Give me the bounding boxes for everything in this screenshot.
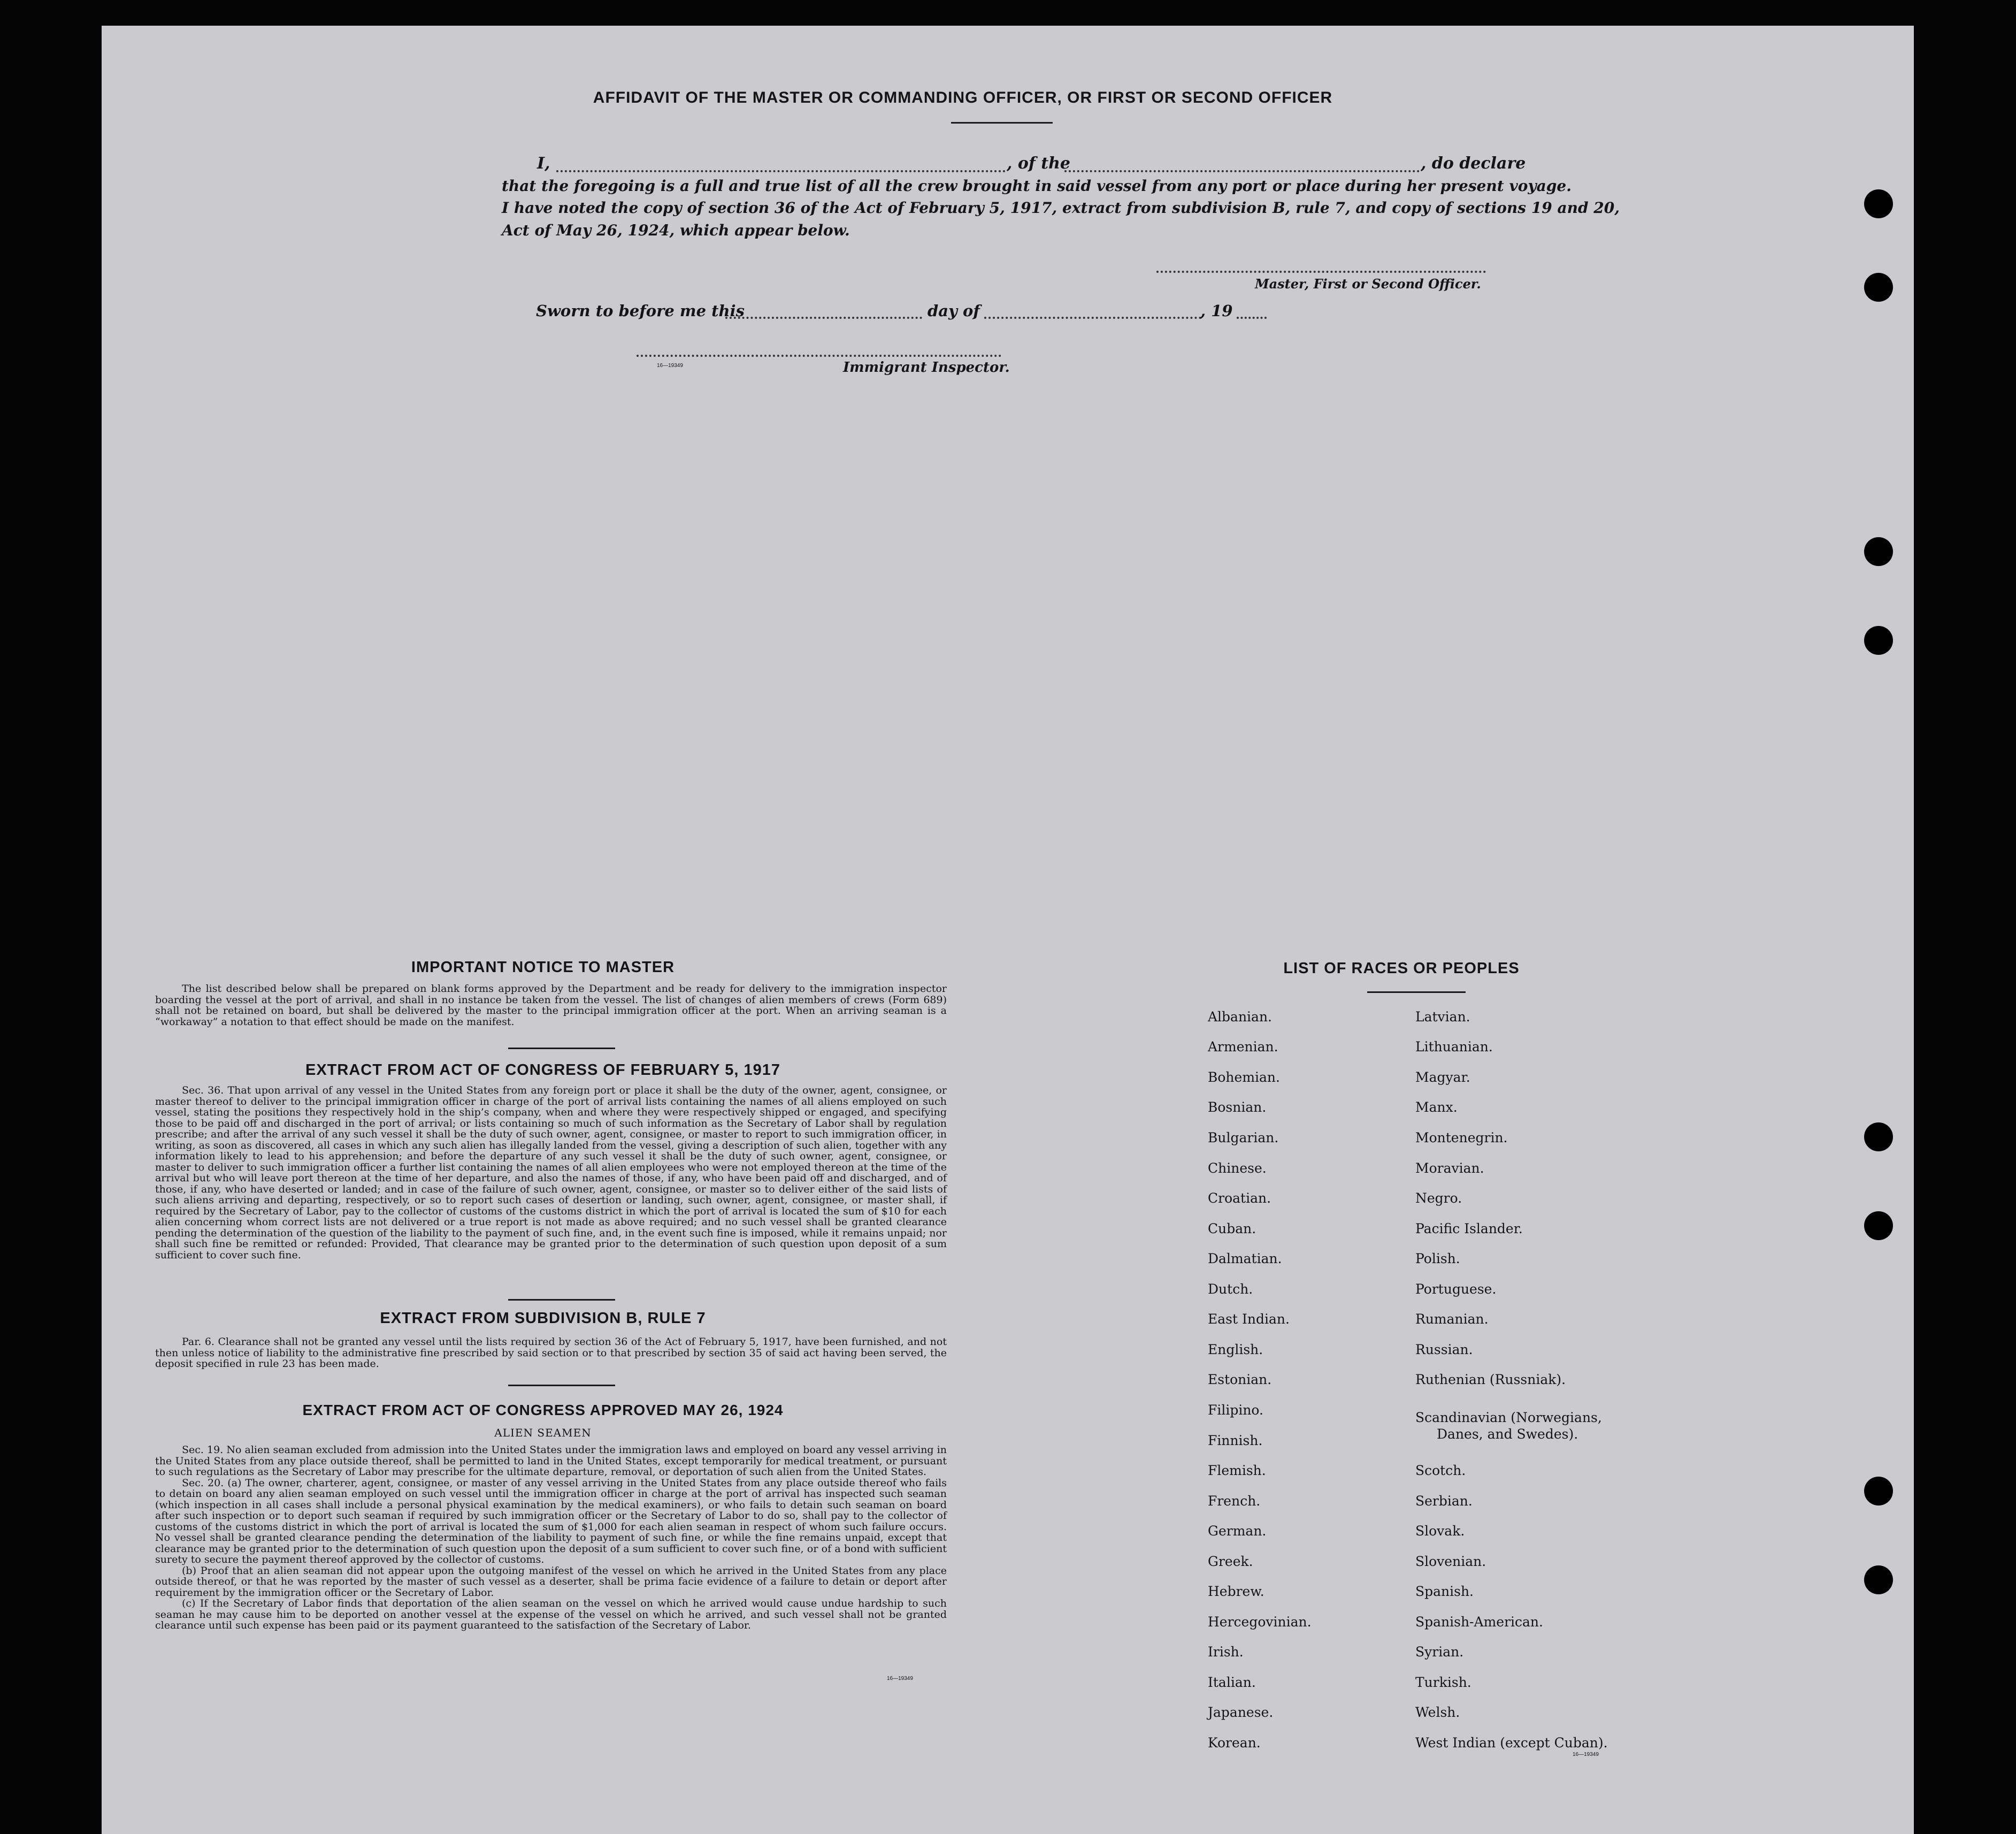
extract-1917-body: [155, 1085, 947, 1260]
race-item: Croatian.: [1208, 1190, 1271, 1206]
race-item: Irish.: [1208, 1644, 1244, 1660]
race-item: Magyar.: [1415, 1069, 1470, 1085]
race-item: Russian.: [1415, 1342, 1473, 1357]
sworn-year-field[interactable]: [1237, 317, 1267, 319]
race-item: East Indian.: [1208, 1311, 1290, 1327]
punch-hole: [1864, 537, 1893, 566]
affidavit-title: AFFIDAVIT OF THE MASTER OR COMMANDING OFFICER, OR FIRST OR SECOND OFFICER: [593, 89, 1333, 106]
races-title: LIST OF RACES OR PEOPLES: [1283, 960, 1520, 977]
extract-1924-body: [155, 1445, 947, 1631]
section-19-paragraph: Sec. 19. No alien seaman excluded from admission into the United States under the immigration laws and employed on board any vessel arriving in the United States from any place outside thereof, shall be permitted to land in the United States, except temporarily for medical treatment, or pursuant to such regulations as the Secretary of Labor may prescribe for the ultimate departure, removal, or deportation of such alien from the United States.: [155, 1444, 947, 1478]
extract-1917-title: EXTRACT FROM ACT OF CONGRESS OF FEBRUARY 5, 1917: [305, 1061, 781, 1079]
rule7-body: [155, 1336, 947, 1370]
race-item: Spanish.: [1415, 1584, 1474, 1599]
race-item: West Indian (except Cuban).: [1415, 1735, 1608, 1751]
punch-hole: [1864, 1122, 1893, 1151]
race-item: Dutch.: [1208, 1281, 1253, 1297]
race-item: Rumanian.: [1415, 1311, 1489, 1327]
race-item: Korean.: [1208, 1735, 1261, 1751]
rule7-paragraph: Par. 6. Clearance shall not be granted any vessel until the lists required by section 36 of the Act of February 5, 1917, have been furnished, and not then unless notice of liability to the administrative fine prescribed by said section or to that prescribed by section 35 of said act having been served, the deposit specified in rule 23 has been made.: [155, 1336, 947, 1370]
race-item: Montenegrin.: [1415, 1130, 1508, 1145]
inspector-signature-line[interactable]: [637, 355, 1001, 357]
title-divider: [951, 122, 1053, 124]
do-declare-label: , do declare: [1421, 154, 1526, 173]
section-divider: [508, 1048, 615, 1049]
race-item: Spanish-American.: [1415, 1614, 1543, 1630]
race-item: Cuban.: [1208, 1221, 1256, 1236]
race-item: Polish.: [1415, 1251, 1460, 1266]
race-item: Danes, and Swedes).: [1437, 1426, 1578, 1442]
race-item: Slovenian.: [1415, 1554, 1486, 1569]
year-label: , 19: [1200, 302, 1233, 320]
race-item: English.: [1208, 1342, 1263, 1357]
notice-title: IMPORTANT NOTICE TO MASTER: [411, 959, 675, 976]
race-item: Turkish.: [1415, 1675, 1471, 1690]
race-item: Scandinavian (Norwegians,: [1415, 1410, 1602, 1425]
race-item: Ruthenian (Russniak).: [1415, 1372, 1566, 1387]
race-item: Dalmatian.: [1208, 1251, 1282, 1266]
race-item: Hercegovinian.: [1208, 1614, 1312, 1630]
race-item: Manx.: [1415, 1099, 1458, 1115]
of-the-label: , of the: [1007, 154, 1071, 173]
affidavit-form-number: 16—19349: [657, 363, 683, 369]
section-20b-paragraph: (b) Proof that an alien seaman did not appear upon the outgoing manifest of the vessel on which he arrived in the United States from any place outside thereof, or that he was reported by the master of such vessel as a deserter, shall be prima facie evidence of a failure to detain or deport after requirement by the immigration officer or the Secretary of Labor.: [155, 1564, 947, 1599]
race-item: Bohemian.: [1208, 1069, 1280, 1085]
vessel-field[interactable]: [1064, 170, 1420, 172]
race-item: Armenian.: [1208, 1039, 1278, 1054]
sworn-day-field[interactable]: [725, 317, 922, 319]
alien-seamen-subtitle: ALIEN SEAMEN: [494, 1426, 592, 1439]
notice-paragraph: The list described below shall be prepared on blank forms approved by the Department and be ready for delivery to the immigration inspector boarding the vessel at the port of arrival, and shall in no instance be taken from the vessel. The list of changes of alien members of crews (Form 689) shall not be retained on board, but shall be delivered by the master to the principal immigration officer at the port. When an arriving seaman is a “workaway” a notation to that effect should be made on the manifest.: [155, 983, 947, 1028]
punch-hole: [1864, 1211, 1893, 1240]
declaration-line-3: I have noted the copy of section 36 of the Act of February 5, 1917, extract from subdivision B, rule 7, and copy of sections 19 and 20,: [502, 199, 1620, 217]
rule7-title: EXTRACT FROM SUBDIVISION B, RULE 7: [380, 1310, 706, 1327]
sworn-month-field[interactable]: [984, 317, 1201, 319]
notice-body: [155, 983, 947, 1027]
extract-1924-title: EXTRACT FROM ACT OF CONGRESS APPROVED MAY 26, 1924: [302, 1402, 784, 1418]
race-item: Pacific Islander.: [1415, 1221, 1523, 1236]
punch-hole: [1864, 1565, 1893, 1594]
race-item: Bulgarian.: [1208, 1130, 1279, 1145]
race-item: Chinese.: [1208, 1160, 1267, 1176]
name-field[interactable]: [556, 170, 1006, 172]
races-divider: [1367, 991, 1466, 993]
race-item: Greek.: [1208, 1554, 1253, 1569]
declaration-line-4: Act of May 26, 1924, which appear below.: [502, 221, 850, 239]
race-item: Lithuanian.: [1415, 1039, 1493, 1054]
race-item: Scotch.: [1415, 1463, 1466, 1478]
race-item: Welsh.: [1415, 1705, 1460, 1720]
race-item: Italian.: [1208, 1675, 1256, 1690]
punch-hole: [1864, 626, 1893, 655]
race-item: French.: [1208, 1493, 1261, 1509]
race-item: Moravian.: [1415, 1160, 1484, 1176]
section-20c-paragraph: (c) If the Secretary of Labor finds that deportation of the alien seaman on the vessel on which he arrived would cause undue hardship to such seaman he may cause him to be deported on another vessel at the expense of the vessel on which he arrived, and such vessel shall not be granted clearance until such expense has been paid or its payment guaranteed to the satisfaction of the Secretary of Labor.: [155, 1598, 947, 1631]
declaration-line-2: that the foregoing is a full and true list of all the crew brought in said vessel from any port or place during her present voyage.: [502, 177, 1572, 195]
race-item: Bosnian.: [1208, 1099, 1267, 1115]
race-item: Japanese.: [1208, 1705, 1274, 1720]
day-of-label: day of: [927, 302, 980, 320]
race-item: Serbian.: [1415, 1493, 1473, 1509]
race-item: Portuguese.: [1415, 1281, 1497, 1297]
race-item: Negro.: [1415, 1190, 1462, 1206]
race-item: Hebrew.: [1208, 1584, 1264, 1599]
master-signature-label: Master, First or Second Officer.: [1255, 276, 1481, 292]
race-item: Syrian.: [1415, 1644, 1464, 1660]
punch-hole: [1864, 273, 1893, 302]
sworn-label: Sworn to before me this: [536, 302, 745, 320]
race-item: Slovak.: [1415, 1523, 1465, 1539]
race-item: Finnish.: [1208, 1433, 1263, 1448]
race-item: Albanian.: [1208, 1009, 1273, 1025]
race-item: Filipino.: [1208, 1402, 1263, 1418]
section-divider: [508, 1385, 615, 1386]
punch-hole: [1864, 189, 1893, 218]
race-item: Latvian.: [1415, 1009, 1470, 1025]
race-item: German.: [1208, 1523, 1267, 1539]
section-20a-paragraph: Sec. 20. (a) The owner, charterer, agent, consignee, or master of any vessel arriving in the United States from any place outside thereof who fails to detain on board any alien seaman employed on such vessel until the immigration officer in charge at the port of arrival has inspected such seaman (which inspection in all cases shall include a personal physical examination by the medical examiners), or who fails to detain such seaman on board after such inspection or to deport such seaman if required by such immigration officer or the Secretary of Labor to do so, shall pay to the collector of customs of the customs district in which the port of arrival is located the sum of $1,000 for each alien seaman in respect of whom such failure occurs. No vessel shall be granted clearance pending the determination of the liability to payment of such fine, or while the fine remains unpaid, except that clearance may be granted prior to the determination of such question upon the deposit of a sum sufficient to cover such fine, or of a bond with sufficient surety to secure the payment thereof approved by the collector of customs.: [155, 1477, 947, 1565]
extract-form-number: 16—19349: [887, 1676, 913, 1682]
race-item: Flemish.: [1208, 1463, 1266, 1478]
races-form-number: 16—19349: [1573, 1752, 1599, 1757]
section-36-paragraph: Sec. 36. That upon arrival of any vessel in the United States from any foreign port or place it shall be the duty of the owner, agent, consignee, or master thereof to deliver to the principal immigration officer in charge of the port of arrival lists containing the names of all aliens employed on such vessel, stating the positions they respectively hold in the ship’s company, when and where they were respectively shipped or engaged, and specifying those to be paid off and discharged in the port of arrival; or lists containing so much of such information as the Secretary of Labor shall by regulation prescribe; and after the arrival of any such vessel it shall be the duty of such owner, agent, consignee, or master to report to such immigration officer, in writing, as soon as discovered, all cases in which any such alien has illegally landed from the vessel, giving a description of such alien, together with any information likely to lead to his apprehension; and before the departure of any such vessel it shall be the duty of such owner, agent, consignee, or master to deliver to such immigration officer a further list containing the names of all alien employees who were not employed thereon at the time of the arrival but who will leave port thereon at the time of her departure, and also the names of those, if any, who have been paid off and discharged, and of those, if any, who have deserted or landed; and in case of the failure of such owner, agent, consignee, or master so to deliver either of the said lists of such aliens arriving and departing, respectively, or so to report such cases of desertion or landing, such owner, agent, consignee, or master shall, if required by the Secretary of Labor, pay to the collector of customs of the customs district in which the port of arrival is located the sum of $10 for each alien concerning whom correct lists are not delivered or a true report is not made as above required; and no such vessel shall be granted clearance pending the determination of the question of the liability to the payment of such fine, and, in the event such fine is imposed, while it remains unpaid; nor shall such fine be remitted or refunded: Provided, That clearance may be granted prior to the determination of such question upon deposit of a sum sufficient to cover such fine.: [155, 1084, 947, 1261]
race-item: Estonian.: [1208, 1372, 1272, 1387]
section-divider: [508, 1299, 615, 1301]
punch-hole: [1864, 1477, 1893, 1506]
inspector-label: Immigrant Inspector.: [843, 360, 1010, 376]
i-label: I,: [537, 154, 550, 173]
master-signature-line[interactable]: [1156, 271, 1486, 273]
